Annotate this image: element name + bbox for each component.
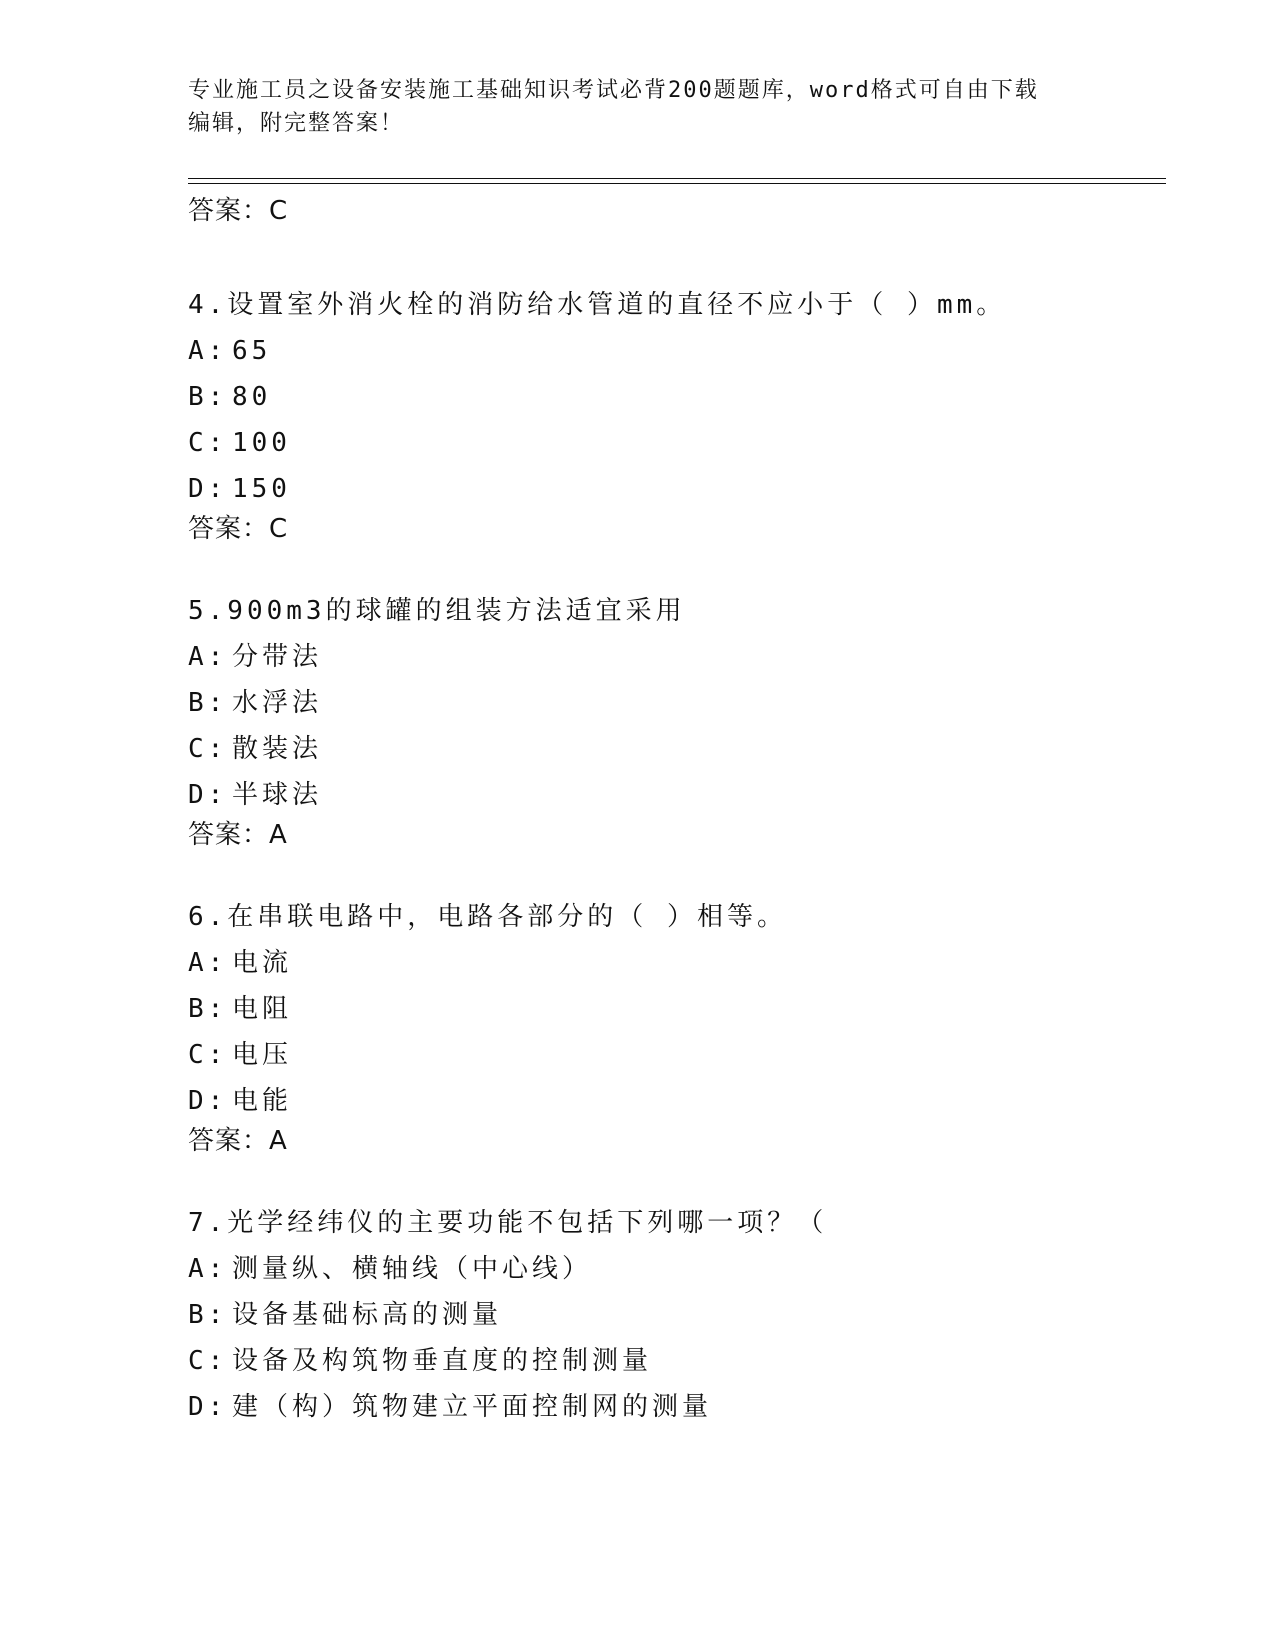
option-key: D: (188, 1392, 228, 1422)
option-d (188, 466, 1148, 512)
option-key: B: (188, 994, 228, 1024)
question-answer: 答案：A (188, 1126, 288, 1156)
option-key: D: (188, 1086, 228, 1116)
question-6 (188, 894, 1148, 1158)
option-a (188, 634, 1148, 680)
option-value: 电流 (232, 948, 293, 978)
option-c (188, 1032, 1148, 1078)
option-c (188, 726, 1148, 772)
question-text: 5.900m3的球罐的组装方法适宜采用 (188, 596, 686, 626)
option-value: 电能 (232, 1086, 293, 1116)
option-a (188, 940, 1148, 986)
option-key: B: (188, 1300, 228, 1330)
option-a (188, 328, 1148, 374)
option-value: 65 (232, 336, 272, 366)
option-d (188, 1078, 1148, 1124)
option-b (188, 680, 1148, 726)
option-key: C: (188, 428, 228, 458)
option-value: 半球法 (232, 780, 323, 810)
option-key: B: (188, 382, 228, 412)
question-answer: 答案：A (188, 820, 288, 850)
option-key: A: (188, 336, 228, 366)
option-key: A: (188, 642, 228, 672)
option-d (188, 1384, 1148, 1430)
option-value: 80 (232, 382, 272, 412)
option-value: 分带法 (232, 642, 323, 672)
question-text: 4.设置室外消火栓的消防给水管道的直径不应小于（ ）mm。 (188, 290, 1007, 320)
question-text: 6.在串联电路中，电路各部分的（ ）相等。 (188, 902, 787, 932)
option-value: 100 (232, 428, 291, 458)
header-line-1: 专业施工员之设备安装施工基础知识考试必背200题题库，word格式可自由下载 (188, 78, 1039, 103)
option-value: 设备基础标高的测量 (232, 1300, 503, 1330)
header-rule-bottom (188, 183, 1166, 184)
option-a (188, 1246, 1148, 1292)
option-b (188, 374, 1148, 420)
option-value: 测量纵、横轴线（中心线） (232, 1254, 593, 1284)
question-text: 7.光学经纬仪的主要功能不包括下列哪一项？（ (188, 1208, 828, 1238)
option-c (188, 1338, 1148, 1384)
option-key: C: (188, 734, 228, 764)
option-key: A: (188, 1254, 228, 1284)
option-value: 150 (232, 474, 291, 504)
question-4 (188, 282, 1148, 546)
option-key: A: (188, 948, 228, 978)
option-key: D: (188, 780, 228, 810)
option-key: B: (188, 688, 228, 718)
question-list (188, 194, 1148, 1430)
option-key: C: (188, 1346, 228, 1376)
previous-answer: 答案：C (188, 196, 289, 226)
option-value: 散装法 (232, 734, 323, 764)
document-header (188, 74, 1088, 140)
question-answer: 答案：C (188, 514, 289, 544)
option-key: C: (188, 1040, 228, 1070)
question-5 (188, 588, 1148, 852)
header-rule-top (188, 178, 1166, 179)
option-c (188, 420, 1148, 466)
option-key: D: (188, 474, 228, 504)
option-b (188, 986, 1148, 1032)
header-line-2: 编辑，附完整答案！ (188, 111, 405, 136)
option-value: 电阻 (232, 994, 293, 1024)
option-value: 电压 (232, 1040, 293, 1070)
option-d (188, 772, 1148, 818)
question-7 (188, 1200, 1148, 1430)
option-value: 设备及构筑物垂直度的控制测量 (232, 1346, 653, 1376)
option-b (188, 1292, 1148, 1338)
option-value: 水浮法 (232, 688, 323, 718)
option-value: 建（构）筑物建立平面控制网的测量 (232, 1392, 713, 1422)
